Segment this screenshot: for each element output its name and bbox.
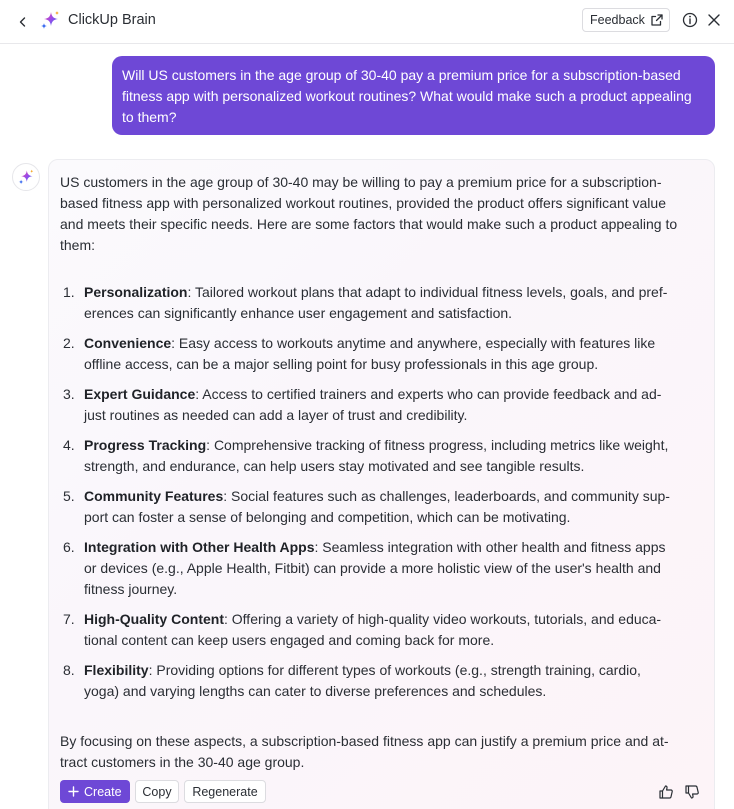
item-line: erences can significantly enhance user engagement and satisfaction. xyxy=(84,305,513,321)
response-actions xyxy=(60,780,706,804)
item-title: High-Quality Content xyxy=(84,611,224,627)
item-line: or devices (e.g., Apple Health, Fitbit) can provide a more holistic view of the user's health and xyxy=(84,560,661,576)
item-line: : Comprehensive tracking of fitness progress, including metrics like weight, xyxy=(206,437,669,453)
copy-button[interactable]: Copy xyxy=(135,780,179,803)
intro-line: and meets their specific needs. Here are some factors that would make such a product appealing to xyxy=(60,216,678,232)
sparkle-icon xyxy=(17,168,35,186)
item-line: : Offering a variety of high-quality video workouts, tutorials, and educa- xyxy=(224,611,662,627)
back-button[interactable] xyxy=(12,11,34,33)
item-line: port can foster a sense of belonging and competition, which can be motivating. xyxy=(84,509,571,525)
plus-icon xyxy=(68,786,79,797)
response-intro xyxy=(60,172,706,256)
item-line: strength, and endurance, can help users stay motivated and see tangible results. xyxy=(84,458,585,474)
item-line: : Seamless integration with other health and fitness apps xyxy=(314,539,666,555)
list-number: 5. xyxy=(63,488,75,504)
outro-line: By focusing on these aspects, a subscription-based fitness app can justify a premium price and at- xyxy=(60,733,669,749)
list-number: 3. xyxy=(63,386,75,402)
intro-line: US customers in the age group of 30-40 may be willing to pay a premium price for a subscription- xyxy=(60,174,662,190)
outro-line: tract customers in the 30-40 age group. xyxy=(60,754,305,770)
info-icon[interactable] xyxy=(681,11,699,29)
list-number: 8. xyxy=(63,662,75,678)
chevron-left-icon xyxy=(17,16,29,28)
response-outro xyxy=(60,731,706,773)
item-title: Convenience xyxy=(84,335,172,351)
item-title: Progress Tracking xyxy=(84,437,207,453)
list-number: 7. xyxy=(63,611,75,627)
item-line: : Social features such as challenges, leaderboards, and community sup- xyxy=(223,488,670,504)
thumbs-up-icon[interactable] xyxy=(658,784,674,800)
list-number: 4. xyxy=(63,437,75,453)
item-title: Community Features xyxy=(84,488,224,504)
list-number: 2. xyxy=(63,335,75,351)
item-line: tional content can keep users engaged and coming back for more. xyxy=(84,632,495,648)
create-button[interactable] xyxy=(60,780,130,803)
user-message-bubble: Will US customers in the age group of 30-40 pay a premium price for a subscription-based fitness app with personalized workout routines? What would make such a product appealing to them? xyxy=(112,56,715,135)
item-title: Integration with Other Health Apps xyxy=(84,539,315,555)
item-title: Personalization xyxy=(84,284,188,300)
item-line: just routines as needed can add a layer of trust and credibility. xyxy=(84,407,468,423)
ai-response-card xyxy=(48,159,715,809)
create-label: Create xyxy=(84,784,122,799)
feedback-button[interactable] xyxy=(582,8,670,32)
header-bar xyxy=(0,0,734,44)
item-title: Flexibility xyxy=(84,662,149,678)
regenerate-button[interactable]: Regenerate xyxy=(184,780,266,803)
intro-line: them: xyxy=(60,237,96,253)
item-title: Expert Guidance xyxy=(84,386,196,402)
item-line: offline access, can be a major selling point for busy professionals in this age group. xyxy=(84,356,599,372)
ai-avatar xyxy=(12,163,40,191)
app-title: ClickUp Brain xyxy=(68,12,156,28)
thumbs-down-icon[interactable] xyxy=(684,784,700,800)
item-line: fitness journey. xyxy=(84,581,178,597)
external-link-icon xyxy=(650,13,664,27)
item-line: : Tailored workout plans that adapt to individual fitness levels, goals, and pref- xyxy=(187,284,668,300)
clickup-brain-logo xyxy=(39,9,61,31)
intro-line: based fitness app with personalized workout routines, provided the product offers significant value xyxy=(60,195,666,211)
item-line: yoga) and varying lengths can cater to diverse preferences and schedules. xyxy=(84,683,547,699)
list-number: 1. xyxy=(63,284,75,300)
feedback-label: Feedback xyxy=(590,13,645,27)
item-line: : Providing options for different types of workouts (e.g., strength training, cardio, xyxy=(148,662,641,678)
item-line: : Access to certified trainers and experts who can provide feedback and ad- xyxy=(195,386,662,402)
close-icon[interactable] xyxy=(705,11,723,29)
item-line: : Easy access to workouts anytime and anywhere, especially with features like xyxy=(171,335,656,351)
list-number: 6. xyxy=(63,539,75,555)
